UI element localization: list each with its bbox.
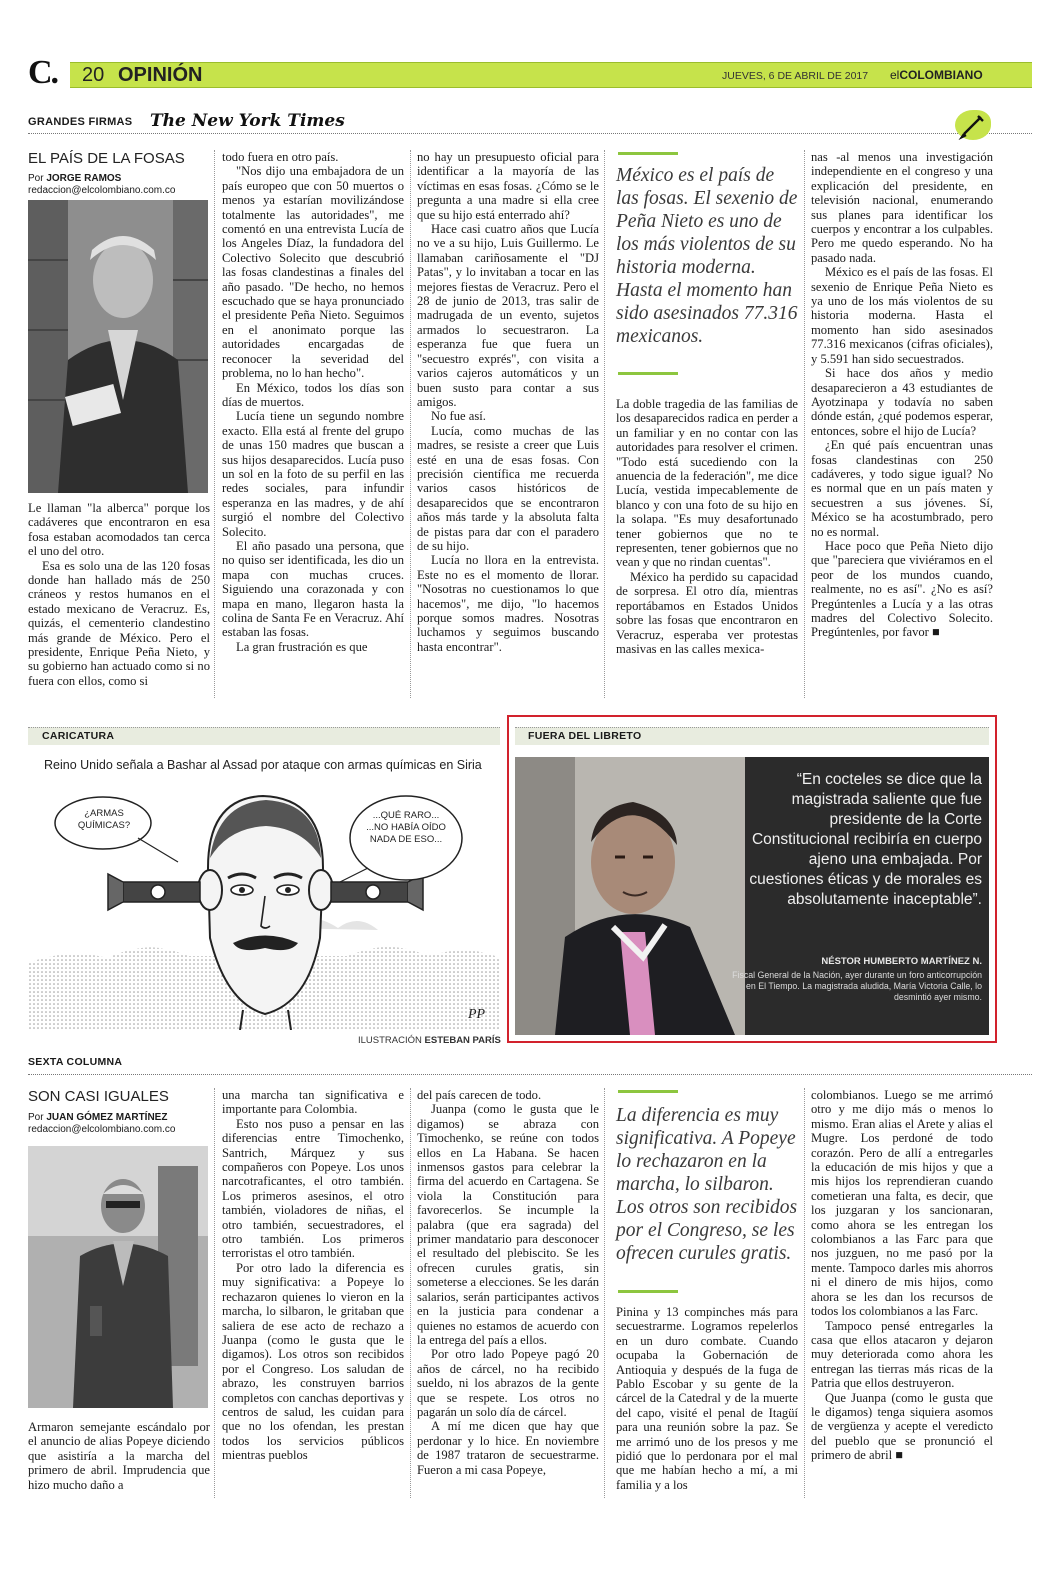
paragraph: Juanpa (como le gusta que le digamos) se abraza con Timochenko, se reúne con todos ellos en La Habana. Se hacen inmensos gastos para celebrar la firma del acuerdo en Cartagena. Se viola la Constitución para favorecerlos. Se incumple la palabra (que era sagrada) del primer mandatario para desconocer el resultado del plebiscito. Se les ofrecen curules gratis, sin someterse a elecciones. Se les darán salarios, serán participantes activos en la justicia para condenar a quienes no estamos de acuerdo con la entrega del país a ellos. — [417, 1102, 599, 1347]
pullquote-accent — [618, 152, 678, 155]
article1-col5 — [811, 150, 993, 640]
brand-main: COLOMBIANO — [899, 68, 983, 82]
author-name: JORGE RAMOS — [46, 173, 122, 184]
paragraph: Esa es solo una de las 120 fosas donde han hallado más de 250 cráneos y restos humanos en el estado mexicano de Veracruz. Es, quizás, el cementerio clandestino más grande de México. Pero el presidente, Enrique Peña Nieto, y su gobierno han actuado como si no fuera con ellos, como si — [28, 558, 210, 688]
pullquote-accent — [618, 1090, 678, 1093]
col-divider — [804, 1088, 805, 1498]
sexta-col5 — [811, 1088, 993, 1463]
sexta-col1 — [28, 1420, 210, 1492]
article1-col4 — [616, 397, 798, 656]
paragraph: En México, todos los días son días de muertos. — [222, 380, 404, 409]
sexta-author-photo — [28, 1146, 208, 1408]
libreto-label: FUERA DEL LIBRETO — [528, 730, 642, 742]
credit-name: ESTEBAN PARÍS — [424, 1035, 501, 1046]
sexta-title: SON CASI IGUALES — [28, 1088, 169, 1105]
bubble-left-text: ¿ARMAS QUÍMICAS? — [77, 808, 131, 831]
pen-icon — [955, 110, 991, 140]
paragraph: La doble tragedia de las familias de los desaparecidos radica en perder a un familiar y en no contar con las autoridades para resolver el crimen. "Todo está sucediendo con la anuencia de la federación", me dice Lucía, vestida impecablemente de blanco y con una foto de su hijo en la solapa. "Es muy desafortunado tener gobiernos que no te representen, tener gobiernos que no vean y que no rindan cuentas". — [616, 397, 798, 570]
libreto-description: Fiscal General de la Nación, ayer durante un foro anticorrupción en El Tiempo. La magistrada aludida, María Victoria Calle, lo desmintió ayer mismo. — [732, 970, 982, 1002]
partner-logo: The New York Times — [150, 111, 345, 131]
cartoon-credit — [358, 1035, 501, 1046]
sexta-col3 — [417, 1088, 599, 1477]
paragraph: México ha perdido su capacidad de sorpresa. El otro día, mientras reportábamos en Estados Unidos sobre las fosas que encontraron en Veracruz, esperaba ver protestas masivas en las calles mexica- — [616, 569, 798, 656]
libreto-name: NÉSTOR HUMBERTO MARTÍNEZ N. — [821, 956, 982, 967]
author-photo — [28, 200, 208, 493]
col-divider — [214, 1088, 215, 1498]
paragraph: una marcha tan significativa e importante para Colombia. — [222, 1088, 404, 1117]
article1-col3 — [417, 150, 599, 654]
paragraph: Lucía no llora en la entrevista. Este no es el momento de llorar. "Nosotras no cuestionamos lo que hacemos", me dijo, "lo hacemos porque somos madres. Nosotras luchamos y seguimos buscando hasta encontrar". — [417, 553, 599, 654]
paragraph: Pinina y 13 compinches más para secuestrarme. Logramos repelerlos en un duro combate. Cuando ocupaba la Gobernación de Antioquia y después de la fuga de Pablo Escobar y su gente de la cárcel de la Catedral y de la muerte del capo, visité el penal de Itagüí para una reunión sobre la paz. Se me arrimó uno de los presos y me pidió que lo perdonara por el mal que me habían hecho a mí, a mi familia y a los — [616, 1305, 798, 1492]
article1-col1 — [28, 501, 210, 688]
article-byline — [28, 173, 175, 197]
section-label: GRANDES FIRMAS — [28, 116, 133, 128]
section-title: OPINIÓN — [118, 64, 203, 86]
author-email: redaccion@elcolombiano.com.co — [28, 1124, 176, 1135]
paragraph: Lucía, como muchas de las madres, se resiste a creer que Luis esté en una de esas fosas. Con precisión científica me recuerda varios casos históricos de desaparecidos que se encontraron años más tarde y la absoluta falta de pistas para dar con el paradero de su hijo. — [417, 423, 599, 553]
paragraph: Hace casi cuatro años que Lucía no ve a su hijo, Luis Guillermo. Le llamaban cariñosamente el "DJ Patas", y lo invitaban a tocar en las mejores fiestas de Veracruz. Pero el 28 de junio de 2013, tras salir de madrugada de un evento, sujetos armados lo secuestraron. La esperanza fue que fuera un "secuestro exprés", con visita a varios cajeros automáticos y un buen susto para contar a sus amigos. — [417, 222, 599, 409]
paragraph: Esto nos puso a pensar en las diferencias entre Timochenko, Santrich, Márquez y sus compañeros con Popeye. Los unos narcotraficantes, el otro también. Los primeros asesinos, el otro también, violadores de niñas, el otro también, secuestradores, el otro también. Los primeros terroristas el otro también. — [222, 1116, 404, 1261]
paragraph: Hace poco que Peña Nieto dijo que "pareciera que viviéramos en el peor de los mundos cuando, realmente, no es así". ¿No es así? Pregúntenles a Lucía y a las otras madres del Colectivo Solecito. Pregúntenles, por favor ■ — [811, 538, 993, 640]
paragraph: Por otro lado la diferencia es muy significativa: a Popeye lo rechazaron quienes lo vieron en la marcha, lo silbaron, le gritaban que saliera de ese acto de rechazo a Juanpa (como le gusta que le digamos). Los otros son recibidos por el Congreso. Los saludan de abrazo, les construyen barrios completos con canchas deportivas y centros de salud, les cuidan para que no los ofendan, les prestan todos los servicios públicos mientras pueblos — [222, 1260, 404, 1463]
paragraph: México es el país de las fosas. El sexenio de Enrique Peña Nieto es ya uno de los más violentos de su historia moderna. Hasta el momento han sido asesinados 77.316 mexicanos (cifras oficiales), y 5.591 han sido secuestrados. — [811, 265, 993, 366]
caricatura-caption: Reino Unido señala a Bashar al Assad por ataque con armas químicas en Siria — [44, 758, 482, 772]
brand-prefix: el — [890, 68, 900, 82]
col-divider — [410, 1088, 411, 1498]
logo: C. — [28, 54, 58, 91]
paragraph: "Nos dijo una embajadora de un país europeo que con 50 muertos o menos ya estarían movilizándose totalmente las autoridades", me comentó en una entrevista Lucía de los Angeles Díaz, la fundadora del Colectivo Solecito que descubrió las fosas clandestinas a finales del año pasado. "De hecho, no hemos escuchado que se haya pronunciado el presidente Peña Nieto. Seguimos en el anonimato porque las autoridades encargadas de reconocer la severidad del problema, no lo han hecho". — [222, 164, 404, 381]
paragraph: Si hace dos años y medio desaparecieron a 43 estudiantes de Ayotzinapa y todavía no saben dónde están, ¿qué podemos esperar, entonces, sobre el hijo de Lucía? — [811, 366, 993, 438]
col-divider — [604, 1088, 605, 1498]
subheader-rule — [28, 133, 1032, 134]
paragraph: Lucía tiene un segundo nombre exacto. Ella está al frente del grupo de unas 150 madres que buscan a sus hijos desaparecidos. Lucía puso un sol en la foto de su perfil en las redes sociales, para infundir esperanza en las madres, y de ahí surgió el nombre del Colectivo Solecito. — [222, 409, 404, 539]
paragraph: nas -al menos una investigación independiente en el congreso y una explicación del presidente, en televisión nacional, enumerando sus planes para identificar los cuerpos y encontrar a los culpables. Pero me quedo esperando. No ha pasado nada. — [811, 150, 993, 265]
credit-prefix: ILUSTRACIÓN — [358, 1035, 422, 1046]
paragraph: No fue así. — [431, 409, 486, 424]
article1-pullquote: México es el país de las fosas. El sexenio de Peña Nieto es uno de los más violentos de su historia moderna. Hasta el momento han sido asesinados 77.316 mexicanos. — [616, 165, 798, 347]
paragraph: Por otro lado Popeye pagó 20 años de cárcel, no ha recibido sueldo, ni los abrazos de la gente que se respete. Los otros no pagarán un solo día de cárcel. — [417, 1347, 599, 1419]
paragraph: A mí me dicen que hay que perdonar y lo hice. En noviembre de 1987 trataron de secuestrarme. Fueron a mi casa Popeye, — [417, 1419, 599, 1477]
paragraph: no hay un presupuesto oficial para identificar a la mayoría de las víctimas en esas fosas. ¿Cómo se le pregunta a una madre si ella cree que su hijo está enterrado ahí? — [417, 150, 599, 222]
paragraph: Le llaman "la alberca" porque los cadáveres que encontraron en esa fosa estaban acomodados tan cerca el uno del otro. — [28, 501, 210, 559]
libreto-quote: “En cocteles se dice que la magistrada saliente que fue presidente de la Corte Constitucional recibiría en cuerpo ajeno una embajada. Por cuestiones éticas y de morales es absolutamente inaceptable”. — [749, 771, 982, 908]
col-divider — [604, 150, 605, 698]
paragraph: Armaron semejante escándalo por el anuncio de alias Popeye diciendo que asistiría a la marcha del primero de abril. Imprudencia que hizo mucho daño a — [28, 1420, 210, 1492]
sexta-label: SEXTA COLUMNA — [28, 1056, 123, 1068]
paragraph: todo fuera en otro país. — [222, 150, 339, 164]
author-email: redaccion@elcolombiano.com.co — [28, 185, 176, 196]
col-divider — [804, 150, 805, 698]
sexta-col4 — [616, 1305, 798, 1492]
pullquote-accent — [618, 1290, 678, 1293]
paragraph: El año pasado una persona, que no quiso ser identificada, les dio un mapa con muchas cruces. Siguiendo una corazonada y con mapa en mano, llegaron hasta la colina de Santa Fe en Veracruz. Ahí estaban las fosas. — [222, 538, 404, 640]
article1-col2 — [222, 150, 404, 654]
page-number: 20 — [82, 64, 105, 86]
svg-text:PP: PP — [468, 1007, 486, 1022]
sexta-col2 — [222, 1088, 404, 1463]
col-divider — [410, 150, 411, 698]
author-name: JUAN GÓMEZ MARTÍNEZ — [46, 1112, 168, 1123]
article-title: EL PAÍS DE LA FOSAS — [28, 150, 185, 167]
paragraph: Tampoco pensé entregarles la casa que ellos atacaron y dejaron muy deteriorada como ahora les entregan las tierras más ricas de la Patria que ellos destruyeron. — [811, 1318, 993, 1391]
paragraph: colombianos. Luego se me arrimó otro y me dijo más o menos lo mismo. Eran alias el Arete y alias el Mugre. Los perdoné de todo corazón. Pero de allí a entregarles la educación de mis hijos y que a mis hijos los reprendieran cuando cometieran una falta, es decir, que los juzgaran y los sancionaran, como ahora se les entregan los colombianos a las Farc para que nos juzguen, no me pasó por la mente. Tampoco darles mis ahorros ni el dinero de mis hijos, como ahora se les dan los recursos de todos los colombianos a las Farc. — [811, 1088, 993, 1319]
pullquote-accent — [618, 372, 678, 375]
byline-prefix: Por — [28, 173, 44, 184]
issue-date: JUEVES, 6 DE ABRIL DE 2017 — [722, 70, 869, 82]
sexta-pullquote: La diferencia es muy significativa. A Popeye lo rechazaron en la marcha, lo silbaron. Los otros son recibidos por el Congreso, se les ofrecen curules gratis. — [616, 1105, 798, 1264]
paragraph: ¿En qué país encuentran unas fosas clandestinas con 250 cadáveres, y todo sigue igual? No es normal que en un país maten y secuestren a sus jóvenes. Sí, México se ha acostumbrado, pero no es normal. — [811, 438, 993, 539]
header-bar — [70, 62, 1032, 88]
paragraph: del país carecen de todo. — [417, 1088, 542, 1102]
caricatura-label: CARICATURA — [42, 730, 115, 742]
paragraph: Que Juanpa (como le gusta que le digamos) tenga siquiera asomos de vergüenza y acepte el veredicto del pueblo que se pronunció el primero de abril ■ — [811, 1390, 993, 1463]
sexta-rule — [28, 1074, 1032, 1075]
col-divider — [214, 150, 215, 698]
bubble-right-text: ...QUÉ RARO... ...NO HABÍA OÍDO NADA DE ESO... — [366, 810, 446, 845]
byline-prefix: Por — [28, 1112, 44, 1123]
brand-name — [890, 68, 983, 82]
paragraph: La gran frustración es que — [236, 639, 368, 654]
sexta-byline — [28, 1112, 175, 1136]
